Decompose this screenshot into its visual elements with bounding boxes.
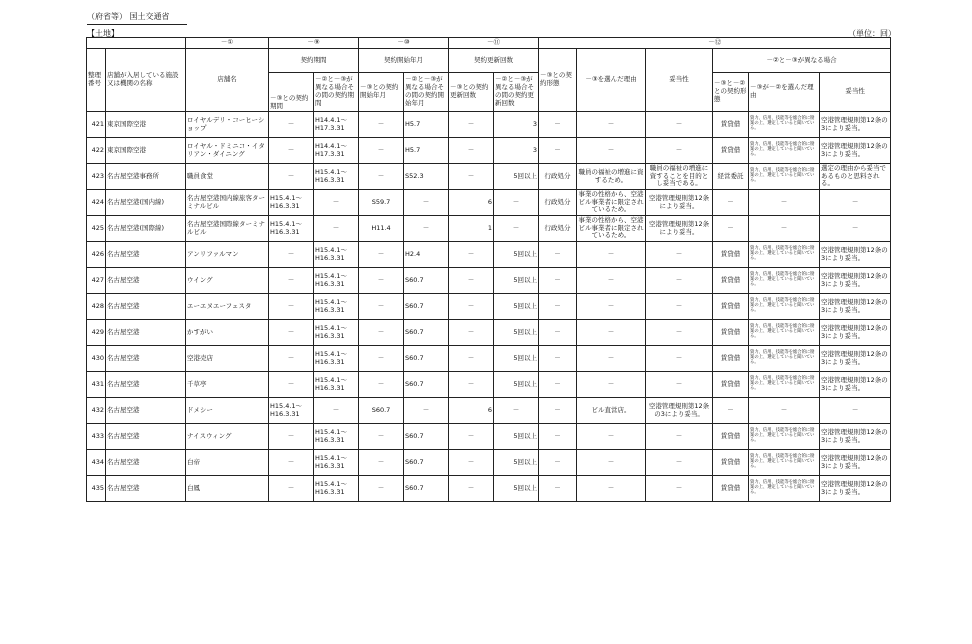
row-diff-form: － [713,216,749,242]
row-diff-reason: 資力、信用、技能等を総合的に勘案の上、選定していると聞いている。 [749,164,820,190]
table-row [87,190,891,216]
row-rn-a: － [449,294,494,320]
row-diff-reason: 資力、信用、技能等を総合的に勘案の上、選定していると聞いている。 [749,320,820,346]
row-reason: － [577,268,646,294]
row-reason: － [577,346,646,372]
row-cp-a: － [269,476,314,502]
row-diff-reason: 資力、信用、技能等を総合的に勘案の上、選定していると聞いている。 [749,424,820,450]
header-renewals: 契約更新回数 [449,49,539,73]
row-diff-validity: 空港管理規則第12条の3により妥当。 [820,450,891,476]
row-facility: 名古屋空港 [106,450,186,476]
row-diff-reason: 資力、信用、技能等を総合的に勘案の上、選定していると聞いている。 [749,346,820,372]
row-sd-a: － [359,242,404,268]
row-sd-b: － [404,216,449,242]
row-no: 426 [87,242,106,268]
row-validity: － [646,294,713,320]
row-sd-b: H5.7 [404,138,449,164]
row-sd-b: － [404,190,449,216]
header-diff-case: －②と－③が異なる場合 [713,49,891,73]
row-cp-a: H15.4.1～H16.3.31 [269,398,314,424]
row-cp-a: － [269,112,314,138]
table-row [87,268,891,294]
row-facility: 名古屋空港 [106,320,186,346]
row-diff-form: － [713,398,749,424]
row-facility: 東京国際空港 [106,112,186,138]
row-diff-reason: － [749,216,820,242]
row-store: 職員食堂 [186,164,269,190]
row-diff-form: － [713,190,749,216]
row-facility: 名古屋空港 [106,268,186,294]
row-validity: － [646,476,713,502]
row-cp-a: H15.4.1～H16.3.31 [269,190,314,216]
row-rn-b: 5回以上 [494,320,539,346]
row-sd-a: S59.7 [359,190,404,216]
row-validity: 空港管理規則第12条により妥当。 [646,216,713,242]
header-section-9: －⑨ [269,38,359,49]
row-facility: 名古屋空港事務所 [106,164,186,190]
row-sd-b: S60.7 [404,320,449,346]
row-form: － [539,268,577,294]
row-validity: － [646,372,713,398]
row-cp-b: H15.4.1～H16.3.31 [314,424,359,450]
row-store: 千草亭 [186,372,269,398]
header-row-groups [87,49,891,73]
row-sd-a: － [359,112,404,138]
row-sd-b: H5.7 [404,112,449,138]
table-row [87,450,891,476]
row-rn-b: 5回以上 [494,268,539,294]
row-rn-b: 5回以上 [494,242,539,268]
row-cp-a: － [269,372,314,398]
row-cp-a: － [269,346,314,372]
row-sd-b: S60.7 [404,424,449,450]
row-rn-a: － [449,138,494,164]
row-sd-b: S60.7 [404,294,449,320]
header-diff-form: －③と－②との契約形態 [713,73,749,112]
header-blank-cell [87,38,186,49]
row-rn-b: 5回以上 [494,476,539,502]
row-diff-form: 賃貸借 [713,138,749,164]
row-cp-b: H14.4.1～H17.3.31 [314,112,359,138]
row-diff-form: 賃貸借 [713,450,749,476]
row-reason: 職員の福祉の増進に資するため。 [577,164,646,190]
header-reason: －③を選んだ理由 [577,49,646,112]
row-rn-b: － [494,190,539,216]
row-cp-b: － [314,190,359,216]
header-sd-b: －②と－③が異なる場合その間の契約開始年月 [404,73,449,112]
row-rn-b: 5回以上 [494,424,539,450]
row-diff-form: 賃貸借 [713,242,749,268]
table-row [87,398,891,424]
row-cp-a: － [269,242,314,268]
row-rn-b: 3 [494,112,539,138]
header-store: 店舗名 [186,49,269,112]
row-rn-a: － [449,112,494,138]
row-sd-b: S60.7 [404,476,449,502]
row-diff-reason: 資力、信用、技能等を総合的に勘案の上、選定していると聞いている。 [749,268,820,294]
header-underline [87,24,187,25]
row-no: 430 [87,346,106,372]
row-cp-a: H15.4.1～H16.3.31 [269,216,314,242]
row-no: 425 [87,216,106,242]
row-facility: 名古屋空港(国際線) [106,216,186,242]
row-form: － [539,320,577,346]
row-validity: － [646,424,713,450]
row-store: 名古屋空港国際線ターミナルビル [186,216,269,242]
row-validity: － [646,242,713,268]
header-validity: 妥当性 [646,49,713,112]
row-sd-a: S60.7 [359,398,404,424]
row-rn-a: 6 [449,190,494,216]
row-validity: 空港管理規則第12条の3により妥当。 [646,398,713,424]
row-diff-form: 賃貸借 [713,268,749,294]
row-diff-validity: 空港管理規則第12条の3により妥当。 [820,294,891,320]
row-no: 423 [87,164,106,190]
row-store: アンリファルマン [186,242,269,268]
row-store: エーエヌエーフェスタ [186,294,269,320]
header-section-12: －⑫ [539,38,891,49]
row-facility: 名古屋空港 [106,372,186,398]
row-cp-b: H15.4.1～H16.3.31 [314,268,359,294]
row-rn-a: 6 [449,398,494,424]
row-sd-a: － [359,372,404,398]
row-diff-form: 賃貸借 [713,294,749,320]
row-validity: － [646,138,713,164]
row-cp-b: H15.4.1～H16.3.31 [314,294,359,320]
row-diff-validity: 空港管理規則第12条の3により妥当。 [820,138,891,164]
row-diff-validity: 空港管理規則第12条の3により妥当。 [820,112,891,138]
table-row [87,242,891,268]
table-row [87,138,891,164]
row-cp-a: － [269,164,314,190]
row-cp-a: － [269,424,314,450]
row-no: 424 [87,190,106,216]
row-facility: 名古屋空港 [106,294,186,320]
header-row-sections [87,38,891,49]
header-no: 整理番号 [87,49,106,112]
row-form: － [539,424,577,450]
row-rn-a: － [449,372,494,398]
row-no: 421 [87,112,106,138]
row-store: ドメシー [186,398,269,424]
header-diff-reason: －③が－②を選んだ理由 [749,73,820,112]
table-row [87,372,891,398]
row-no: 431 [87,372,106,398]
table-row [87,164,891,190]
row-diff-reason: 資力、信用、技能等を総合的に勘案の上、選定していると聞いている。 [749,242,820,268]
row-store: 白鳳 [186,476,269,502]
row-reason: － [577,242,646,268]
row-form: 行政処分 [539,216,577,242]
row-rn-a: － [449,164,494,190]
row-sd-a: － [359,138,404,164]
row-diff-validity: － [820,216,891,242]
row-cp-b: － [314,216,359,242]
row-diff-reason: 資力、信用、技能等を総合的に勘案の上、選定していると聞いている。 [749,372,820,398]
header-section-10: －⑩ [359,38,449,49]
row-form: － [539,346,577,372]
row-store: ロイヤルデリ・コーヒーショップ [186,112,269,138]
row-diff-validity: － [820,190,891,216]
row-diff-reason: 資力、信用、技能等を総合的に勘案の上、選定していると聞いている。 [749,476,820,502]
row-diff-form: 賃貸借 [713,424,749,450]
row-diff-reason: 資力、信用、技能等を総合的に勘案の上、選定していると聞いている。 [749,450,820,476]
row-rn-a: － [449,476,494,502]
header-rn-b: －②と－③が異なる場合その間の契約更新回数 [494,73,539,112]
row-no: 422 [87,138,106,164]
row-sd-a: － [359,450,404,476]
row-diff-form: 賃貸借 [713,372,749,398]
row-store: ウイング [186,268,269,294]
row-rn-a: － [449,346,494,372]
row-form: 行政処分 [539,164,577,190]
row-cp-a: － [269,268,314,294]
header-start-date: 契約開始年月 [359,49,449,73]
row-cp-a: － [269,294,314,320]
row-cp-a: － [269,320,314,346]
row-form: － [539,242,577,268]
table-row [87,294,891,320]
row-sd-b: S60.7 [404,450,449,476]
row-validity: － [646,112,713,138]
row-store: 名古屋空港国内線旅客ターミナルビル [186,190,269,216]
row-reason: － [577,450,646,476]
row-rn-b: 5回以上 [494,450,539,476]
row-form: 行政処分 [539,190,577,216]
row-diff-validity: 選定の理由から妥当であるものと思料される。 [820,164,891,190]
table-row [87,112,891,138]
row-rn-a: － [449,450,494,476]
header-diff-validity: 妥当性 [820,73,891,112]
row-sd-a: － [359,268,404,294]
ministry-label: （府省等） 国土交通省 [87,12,170,21]
row-cp-b: H15.4.1～H16.3.31 [314,242,359,268]
row-sd-a: － [359,346,404,372]
row-facility: 名古屋空港 [106,346,186,372]
row-diff-validity: － [820,398,891,424]
unit-label: （単位：回） [848,29,896,38]
row-cp-b: H15.4.1～H16.3.31 [314,372,359,398]
row-rn-b: 5回以上 [494,164,539,190]
row-reason: 事業の性格から、空港ビル事業者に限定されているため。 [577,190,646,216]
table-row [87,216,891,242]
row-store: 白帝 [186,450,269,476]
row-validity: － [646,320,713,346]
row-reason: ビル直営店。 [577,398,646,424]
row-form: － [539,476,577,502]
row-diff-reason: 資力、信用、技能等を総合的に勘案の上、選定していると聞いている。 [749,112,820,138]
header-section-11: －⑪ [449,38,539,49]
row-sd-a: － [359,476,404,502]
row-form: － [539,294,577,320]
row-facility: 名古屋空港(国内線) [106,190,186,216]
row-store: ロイヤル・ドミニコ・イタリアン・ダイニング [186,138,269,164]
row-sd-a: － [359,164,404,190]
header-form: －③との契約形態 [539,49,577,112]
table-row [87,346,891,372]
row-form: － [539,112,577,138]
row-cp-b: H15.4.1～H16.3.31 [314,450,359,476]
row-reason: － [577,424,646,450]
row-cp-a: － [269,450,314,476]
row-sd-a: － [359,424,404,450]
row-reason: － [577,320,646,346]
row-diff-validity: 空港管理規則第12条の3により妥当。 [820,346,891,372]
table-row [87,424,891,450]
row-store: ナイスウィング [186,424,269,450]
row-sd-a: － [359,320,404,346]
category-label: 【土地】 [87,29,119,38]
row-facility: 名古屋空港 [106,398,186,424]
row-sd-b: － [404,398,449,424]
row-form: － [539,450,577,476]
row-reason: － [577,372,646,398]
row-validity: － [646,346,713,372]
header-rn-a: －③との契約更新回数 [449,73,494,112]
row-cp-b: H15.4.1～H16.3.31 [314,320,359,346]
row-sd-b: S60.7 [404,372,449,398]
row-no: 428 [87,294,106,320]
row-rn-a: － [449,424,494,450]
row-cp-b: H15.4.1～H16.3.31 [314,476,359,502]
row-rn-a: － [449,320,494,346]
table-row [87,476,891,502]
row-diff-validity: 空港管理規則第12条の3により妥当。 [820,476,891,502]
row-rn-a: － [449,268,494,294]
row-rn-b: － [494,398,539,424]
row-store: 空港売店 [186,346,269,372]
row-validity: 空港管理規則第12条により妥当。 [646,190,713,216]
row-sd-b: H2.4 [404,242,449,268]
row-diff-validity: 空港管理規則第12条の3により妥当。 [820,320,891,346]
row-no: 429 [87,320,106,346]
row-validity: － [646,450,713,476]
row-diff-form: 賃貸借 [713,346,749,372]
row-diff-reason: 資力、信用、技能等を総合的に勘案の上、選定していると聞いている。 [749,138,820,164]
row-reason: 事業の性格から、空港ビル事業者に限定されているため。 [577,216,646,242]
row-sd-b: S52.3 [404,164,449,190]
row-no: 434 [87,450,106,476]
row-diff-validity: 空港管理規則第12条の3により妥当。 [820,372,891,398]
row-diff-reason: 資力、信用、技能等を総合的に勘案の上、選定していると聞いている。 [749,294,820,320]
row-cp-b: H15.4.1～H16.3.31 [314,346,359,372]
row-store: かすがい [186,320,269,346]
header-cp-a: －③との契約期間 [269,73,314,112]
row-diff-validity: 空港管理規則第12条の3により妥当。 [820,424,891,450]
row-facility: 名古屋空港 [106,242,186,268]
row-diff-form: 賃貸借 [713,476,749,502]
row-rn-b: 5回以上 [494,294,539,320]
row-facility: 東京国際空港 [106,138,186,164]
row-sd-a: H11.4 [359,216,404,242]
row-diff-form: 賃貸借 [713,320,749,346]
row-facility: 名古屋空港 [106,476,186,502]
row-form: － [539,138,577,164]
row-cp-a: － [269,138,314,164]
row-reason: － [577,294,646,320]
row-no: 433 [87,424,106,450]
contract-table [86,37,891,502]
row-rn-b: 5回以上 [494,346,539,372]
row-cp-b: H14.4.1～H17.3.31 [314,138,359,164]
row-facility: 名古屋空港 [106,424,186,450]
row-reason: － [577,112,646,138]
row-sd-b: S60.7 [404,268,449,294]
row-sd-a: － [359,294,404,320]
row-rn-b: 3 [494,138,539,164]
row-no: 427 [87,268,106,294]
header-section-1: －① [186,38,269,49]
header-sd-a: －③との契約開始年月 [359,73,404,112]
row-reason: － [577,138,646,164]
header-contract-period: 契約期間 [269,49,359,73]
row-rn-a: － [449,242,494,268]
row-validity: 職員の福祉の増進に資することを目的とし妥当である。 [646,164,713,190]
row-form: － [539,398,577,424]
row-diff-reason: － [749,398,820,424]
row-diff-validity: 空港管理規則第12条の3により妥当。 [820,268,891,294]
row-no: 435 [87,476,106,502]
row-cp-b: － [314,398,359,424]
row-diff-validity: 空港管理規則第12条の3により妥当。 [820,242,891,268]
table-row [87,320,891,346]
row-rn-b: 5回以上 [494,372,539,398]
header-cp-b: －②と－③が異なる場合その間の契約期間 [314,73,359,112]
header-facility: 店舗が入居している施設又は機関の名称 [106,49,186,112]
row-validity: － [646,268,713,294]
row-diff-form: 経営委託 [713,164,749,190]
row-no: 432 [87,398,106,424]
row-rn-b: － [494,216,539,242]
row-sd-b: S60.7 [404,346,449,372]
row-rn-a: 1 [449,216,494,242]
row-reason: － [577,476,646,502]
row-diff-form: 賃貸借 [713,112,749,138]
row-form: － [539,372,577,398]
row-cp-b: H15.4.1～H16.3.31 [314,164,359,190]
row-diff-reason: － [749,190,820,216]
